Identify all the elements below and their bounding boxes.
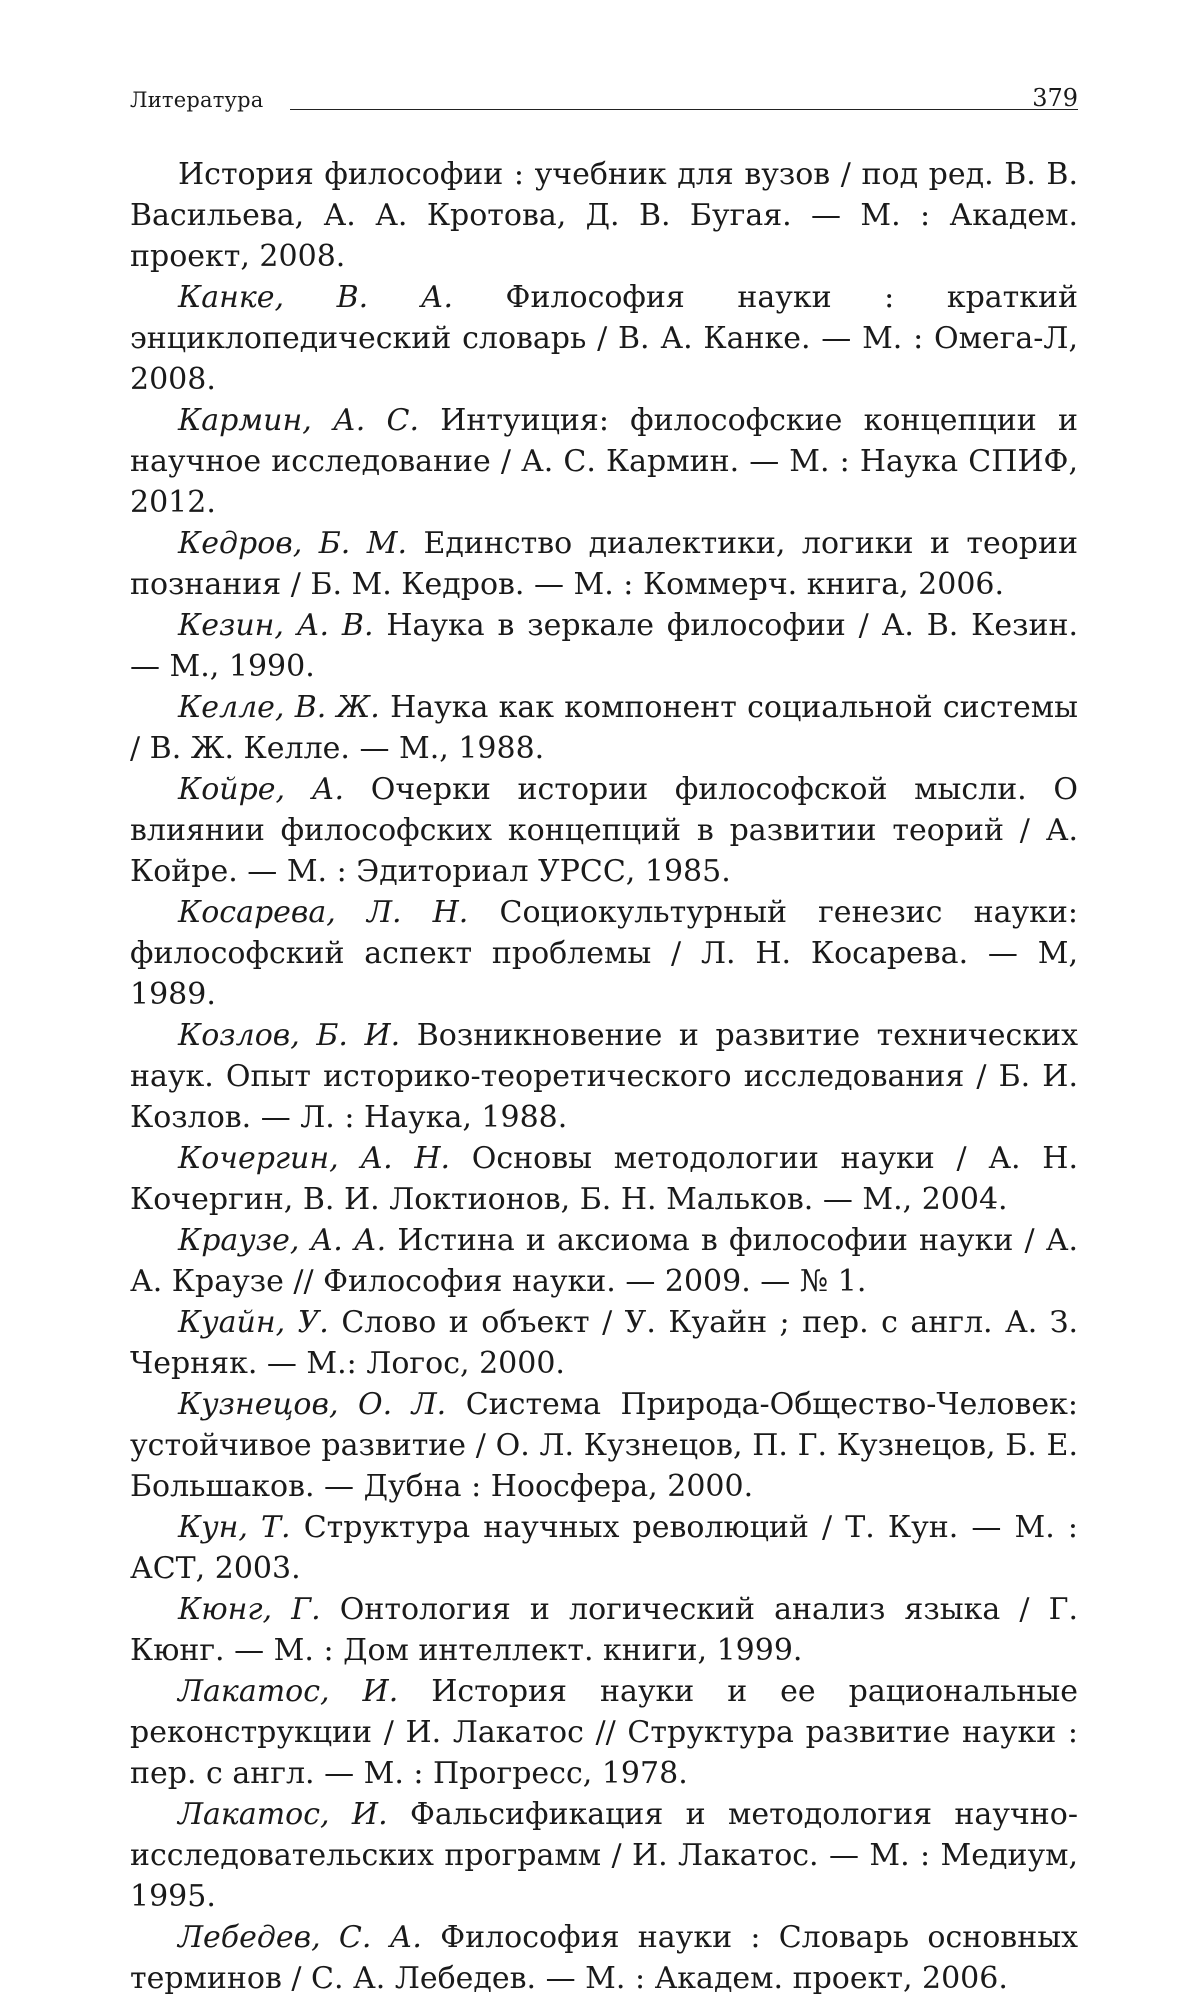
entry-text: Наука как компонент социальной системы / В. Ж. Келле. — М., 1988. <box>130 690 1078 766</box>
entry-author: Лакатос, И. <box>178 1674 399 1709</box>
entry-text: Основы методологии науки / А. Н. Кочергин, В. И. Локтионов, Б. Н. Мальков. — М., 2004. <box>130 1141 1078 1217</box>
entry-text: Слово и объект / У. Куайн ; пер. с англ. А. З. Черняк. — М.: Логос, 2000. <box>130 1305 1078 1381</box>
page-number: 379 <box>1032 84 1078 112</box>
entry-author: Куайн, У. <box>178 1305 329 1340</box>
bibliography-entry <box>130 1138 1078 1220</box>
bibliography-entry <box>130 1302 1078 1384</box>
entry-author: Кедров, Б. М. <box>178 526 408 561</box>
entry-author: Кочергин, А. Н. <box>178 1141 451 1176</box>
entry-text: Онтология и логический анализ языка / Г. Кюнг. — М. : Дом интеллект. книги, 1999. <box>130 1592 1078 1668</box>
bibliography-entry <box>130 1220 1078 1302</box>
bibliography-entry <box>130 769 1078 892</box>
bibliography-entry <box>130 1507 1078 1589</box>
entry-author: Кузнецов, О. Л. <box>178 1387 447 1422</box>
entry-author: Краузе, А. А. <box>178 1223 387 1258</box>
bibliography-list <box>130 154 1078 1999</box>
entry-text: Философия науки : краткий энциклопедический словарь / В. А. Канке. — М. : Омега-Л, 2008. <box>130 280 1079 397</box>
running-head-title: Литература <box>130 88 264 112</box>
entry-author: Кезин, А. В. <box>178 608 374 643</box>
bibliography-entry <box>130 523 1078 605</box>
entry-author: Косарева, Л. Н. <box>178 895 469 930</box>
bibliography-entry <box>130 400 1078 523</box>
bibliography-entry <box>130 892 1078 1015</box>
bibliography-entry <box>130 1589 1078 1671</box>
entry-author: Келле, В. Ж. <box>178 690 380 725</box>
entry-text: Социокультурный генезис науки: философский аспект проблемы / Л. Н. Косарева. — М, 1989. <box>130 895 1078 1012</box>
entry-text: История философии : учебник для вузов / под ред. В. В. Васильева, А. А. Кротова, Д. В. Бугая. — М. : Академ. проект, 2008. <box>130 157 1078 274</box>
entry-text: Интуиция: философские концепции и научное исследование / А. С. Кармин. — М. : Наука СПИФ, 2012. <box>130 403 1078 520</box>
entry-author: Канке, В. А. <box>178 280 453 315</box>
entry-text: Философия науки : Словарь основных терминов / С. А. Лебедев. — М. : Академ. проект, 2006. <box>130 1920 1078 1996</box>
entry-author: Кюнг, Г. <box>178 1592 321 1627</box>
bibliography-entry <box>130 1794 1078 1917</box>
entry-text: Наука в зеркале философии / А. В. Кезин. — М., 1990. <box>130 608 1078 684</box>
bibliography-entry <box>130 1015 1078 1138</box>
running-head <box>130 72 1078 112</box>
bibliography-entry <box>130 154 1078 277</box>
book-page <box>130 72 1078 1999</box>
entry-text: Истина и аксиома в философии науки / А. А. Краузе // Философия науки. — 2009. — № 1. <box>130 1223 1078 1299</box>
entry-text: История науки и ее рациональные реконструкции / И. Лакатос // Структура развитие науки : пер. с англ. — М. : Прогресс, 1978. <box>130 1674 1078 1791</box>
entry-text: Структура научных революций / Т. Кун. — М. : АСТ, 2003. <box>130 1510 1078 1586</box>
entry-text: Единство диалектики, логики и теории познания / Б. М. Кедров. — М. : Коммерч. книга, 2006. <box>130 526 1079 602</box>
entry-author: Кун, Т. <box>178 1510 291 1545</box>
entry-author: Лакатос, И. <box>178 1797 388 1832</box>
entry-text: Очерки истории философской мысли. О влиянии философских концепций в развитии теорий / А. Койре. — М. : Эдиториал УРСС, 1985. <box>130 772 1078 889</box>
bibliography-entry <box>130 605 1078 687</box>
entry-author: Козлов, Б. И. <box>178 1018 401 1053</box>
entry-text: Система Природа-Общество-Человек: устойчивое развитие / О. Л. Кузнецов, П. Г. Кузнецов, Б. Е. Большаков. — Дубна : Ноосфера, 2000. <box>130 1387 1078 1504</box>
entry-text: Фальсификация и методология научно-исследовательских программ / И. Лакатос. — М. : Медиум, 1995. <box>130 1797 1078 1914</box>
header-rule <box>290 109 1078 110</box>
bibliography-entry <box>130 277 1078 400</box>
bibliography-entry <box>130 1384 1078 1507</box>
bibliography-entry <box>130 687 1078 769</box>
bibliography-entry <box>130 1671 1078 1794</box>
entry-author: Койре, А. <box>178 772 345 807</box>
entry-author: Кармин, А. С. <box>178 403 419 438</box>
bibliography-entry <box>130 1917 1078 1999</box>
entry-text: Возникновение и развитие технических наук. Опыт историко-теоретического исследования / Б. И. Козлов. — Л. : Наука, 1988. <box>130 1018 1078 1135</box>
entry-author: Лебедев, С. А. <box>178 1920 422 1955</box>
